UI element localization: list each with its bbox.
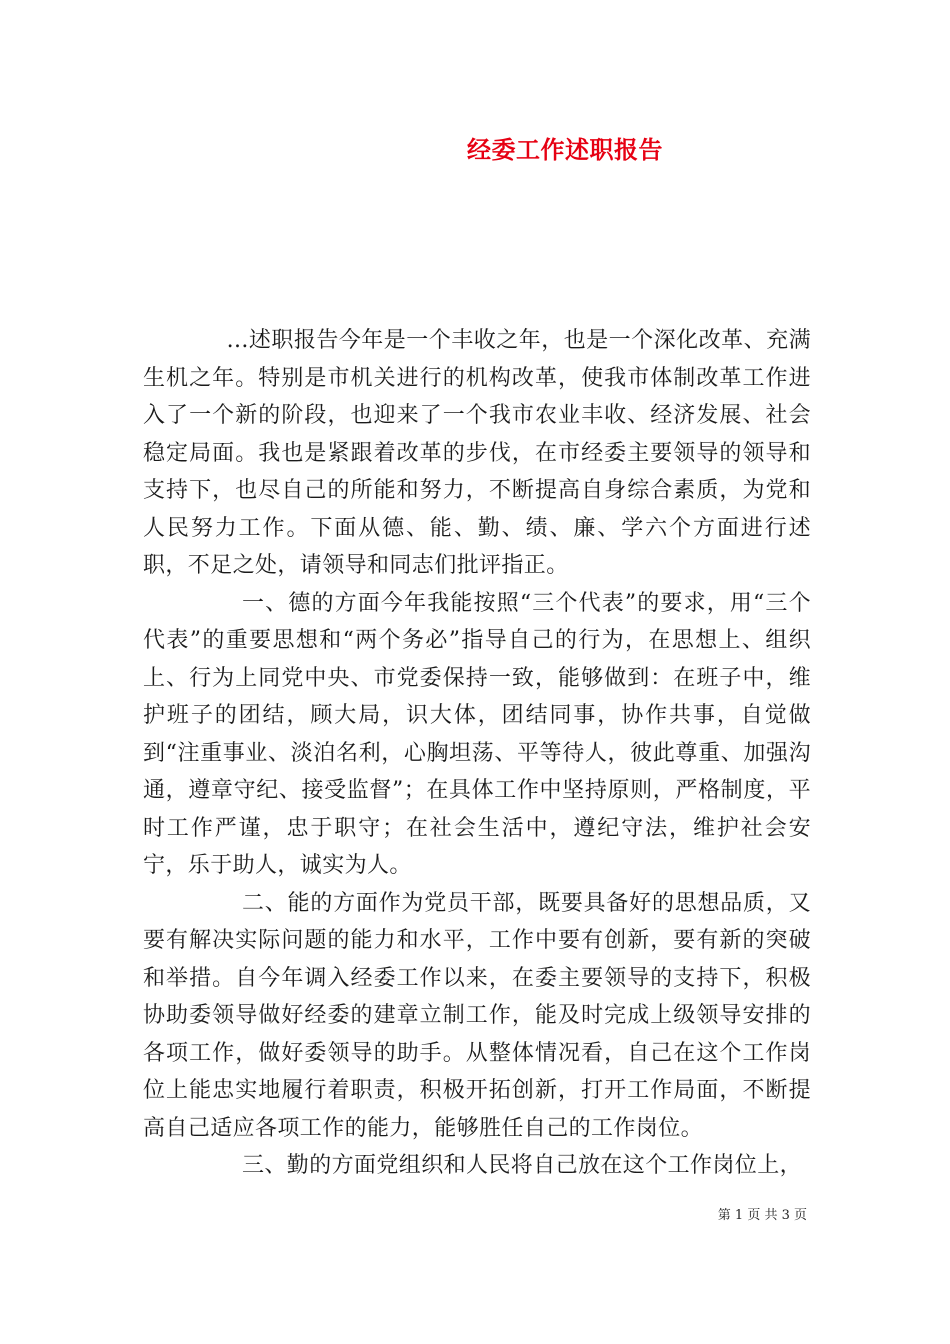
paragraph-diligence: 三、勤的方面党组织和人民将自己放在这个工作岗位上，	[242, 1153, 803, 1178]
document-title: 经委工作述职报告	[467, 135, 663, 164]
page-number-footer: 第 1 页 共 3 页	[717, 1208, 807, 1223]
paragraph-intro: ...述职报告今年是一个丰收之年，也是一个深化改革、充满生机之年。特别是市机关进行的机构改革，使我市体制改革工作进入了一个新的阶段，也迎来了一个我市农业丰收、经济发展、社会稳定局面。我也是紧跟着改革的步伐，在市经委主要领导的领导和支持下，也尽自己的所能和努力，不断提高自身综合素质，为党和人民努力工作。下面从德、能、勤、绩、廉、学六个方面进行述职，不足之处，请领导和同志们批评指正。	[143, 328, 811, 578]
paragraph-ability: 二、能的方面作为党员干部，既要具备好的思想品质，又要有解决实际问题的能力和水平，工作中要有创新，要有新的突破和举措。自今年调入经委工作以来，在委主要领导的支持下，积极协助委领导做好经委的建章立制工作，能及时完成上级领导安排的各项工作，做好委领导的助手。从整体情况看，自己在这个工作岗位上能忠实地履行着职责，积极开拓创新，打开工作局面，不断提高自己适应各项工作的能力，能够胜任自己的工作岗位。	[143, 890, 811, 1141]
paragraph-morality: 一、德的方面今年我能按照“三个代表”的要求，用“三个代表”的重要思想和“两个务必”指导自己的行为，在思想上、组织上、行为上同党中央、市党委保持一致，能够做到：在班子中，维护班子的团结，顾大局，识大体，团结同事，协作共事，自觉做到“注重事业、淡泊名利，心胸坦荡、平等待人，彼此尊重、加强沟通，遵章守纪、接受监督”；在具体工作中坚持原则，严格制度，平时工作严谨，忠于职守；在社会生活中，遵纪守法，维护社会安宁，乐于助人，诚实为人。	[143, 590, 811, 878]
document-body	[143, 322, 811, 1185]
